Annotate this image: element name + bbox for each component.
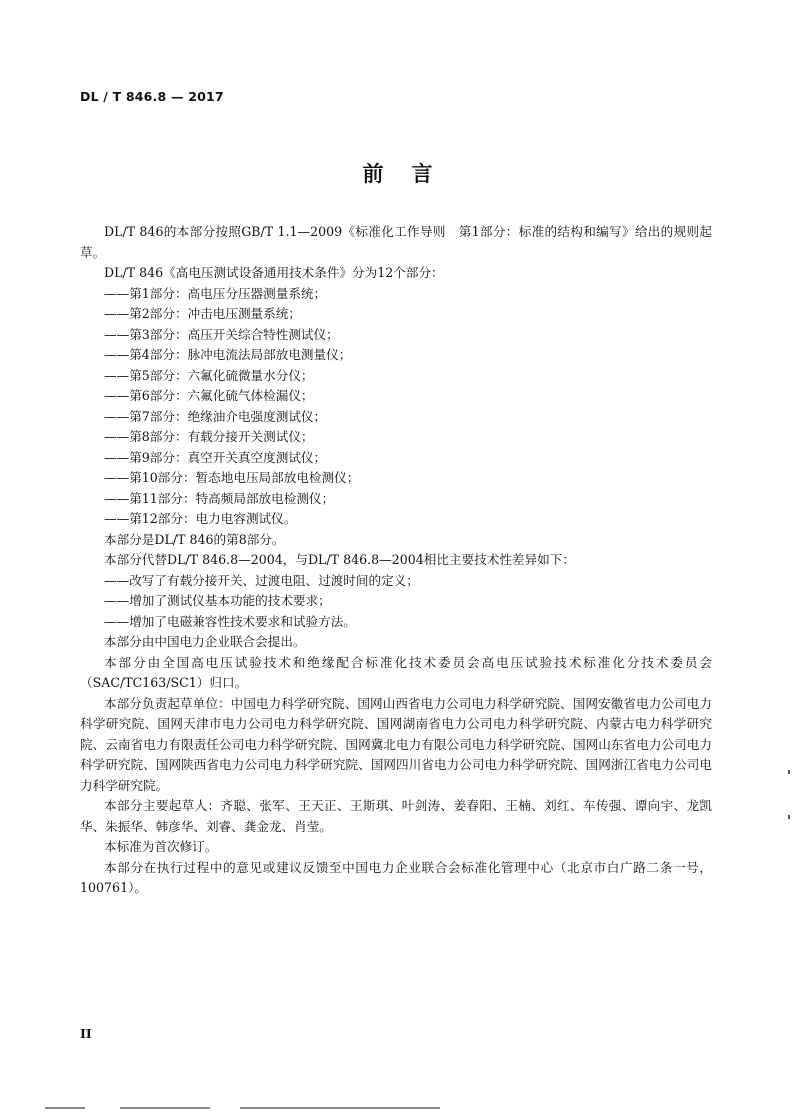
- list-item: ——第3部分：高压开关综合特性测试仪；: [104, 326, 339, 342]
- list-item: ——第4部分：脉冲电流法局部放电测量仪；: [104, 347, 352, 362]
- list-item: ——第8部分：有载分接开关测试仪；: [104, 429, 314, 444]
- paragraph-replace-intro: 本部分代替DL/T 846.8—2004，与DL/T 846.8—2004相比主要技术性差异如下：: [104, 552, 575, 567]
- document-body: [80, 222, 712, 899]
- list-item: ——增加了测试仪基本功能的技术要求；: [104, 593, 331, 608]
- paragraph-feedback: 本部分在执行过程中的意见或建议反馈至中国电力企业联合会标准化管理中心（北京市白广路二条一号，100761）。: [80, 859, 712, 895]
- paragraph-parts-intro: DL/T 846《高电压测试设备通用技术条件》分为12个部分：: [104, 265, 444, 280]
- paragraph-proposer: 本部分由中国电力企业联合会提出。: [104, 634, 306, 649]
- scan-artifact-line: [240, 1107, 440, 1109]
- list-item: ——第7部分：绝缘油介电强度测试仪；: [104, 408, 327, 424]
- list-item: ——第10部分：暂态地电压局部放电检测仪；: [104, 470, 360, 485]
- list-item: ——第9部分：真空开关真空度测试仪；: [104, 449, 327, 465]
- list-item: ——增加了电磁兼容性技术要求和试验方法。: [104, 613, 356, 629]
- list-item: ——改写了有载分接开关、过渡电阻、过渡时间的定义；: [104, 572, 419, 588]
- scan-artifact-line: [120, 1107, 210, 1109]
- scan-artifact-line: [45, 1107, 85, 1109]
- changes-list: [80, 571, 712, 633]
- list-item: ——第11部分：特高频局部放电检测仪；: [104, 490, 335, 506]
- paragraph-drafting-rules: DL/T 846的本部分按照GB/T 1.1—2009《标准化工作导则 第1部分：标准的结构和编写》给出的规则起草。: [80, 224, 712, 260]
- scan-mark: [788, 770, 790, 774]
- page-title: 前言: [362, 162, 461, 186]
- paragraph-first-issue: 本标准为首次修订。: [104, 839, 218, 854]
- document-code: DL / T 846.8 — 2017: [80, 89, 224, 104]
- paragraph-drafting-units: 本部分负责起草单位：中国电力科学研究院、国网山西省电力公司电力科学研究院、国网安徽省电力公司电力科学研究院、国网天津市电力公司电力科学研究院、国网湖南省电力公司电力科学研究院、内蒙古电力科学研究院、云南省电力有限责任公司电力科学研究院、国网冀北电力有限公司电力科学研究院、国网山东省电力公司电力科学研究院、国网陕西省电力公司电力科学研究院、国网四川省电力公司电力科学研究院、国网浙江省电力公司电力科学研究院。: [80, 695, 712, 793]
- paragraph-part-note: 本部分是DL/T 846的第8部分。: [104, 531, 285, 547]
- list-item: ——第2部分：冲击电压测量系统；: [104, 306, 301, 321]
- page-number: II: [80, 1026, 92, 1041]
- scan-mark: [788, 815, 790, 819]
- parts-list: [80, 284, 712, 530]
- list-item: ——第12部分：电力电容测试仪。: [104, 511, 297, 526]
- paragraph-responsible: 本部分由全国高电压试验技术和绝缘配合标准化技术委员会高电压试验技术标准化分技术委员会（SAC/TC163/SC1）归口。: [80, 654, 712, 690]
- list-item: ——第5部分：六氟化硫微量水分仪；: [104, 367, 314, 383]
- list-item: ——第1部分：高电压分压器测量系统；: [104, 285, 327, 301]
- list-item: ——第6部分：六氟化硫气体检漏仪；: [104, 388, 314, 403]
- paragraph-drafters: 本部分主要起草人：齐聪、张军、王天正、王斯琪、叶剑涛、姜春阳、王楠、刘红、车传强、谭向宇、龙凯华、朱振华、韩彦华、刘睿、龚金龙、肖莹。: [80, 798, 712, 834]
